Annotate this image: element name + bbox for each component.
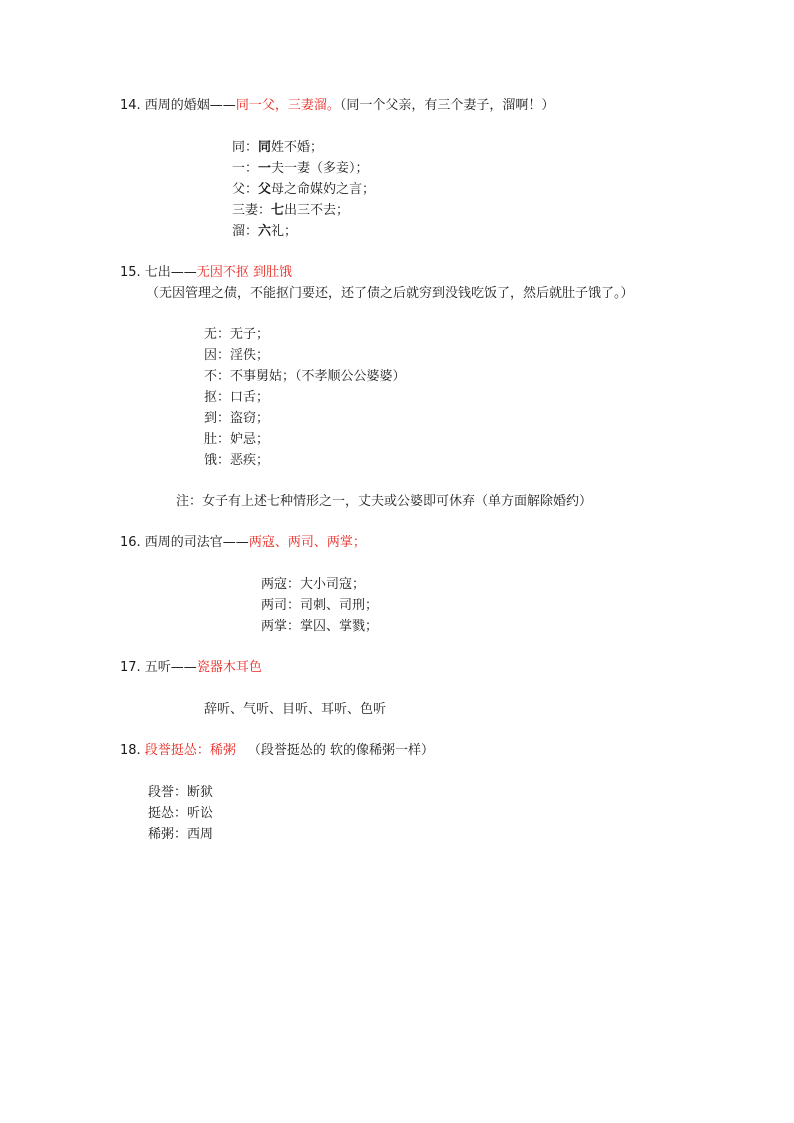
section-15-item: 到：盗窃；: [204, 411, 270, 426]
section-14-mnemonic: 同一父，三妻溜。: [235, 98, 340, 113]
section-15-item: 因：淫佚；: [204, 348, 270, 363]
item-key: 父：: [232, 182, 259, 197]
section-15-title: [120, 264, 292, 282]
section-15-note: 注：女子有上述七种情形之一，丈夫或公婆即可休弃（单方面解除婚约）: [176, 494, 593, 509]
section-17-content: 辞听、气听、目听、耳听、色听: [204, 702, 387, 717]
section-14-item: [232, 139, 323, 157]
section-17-mnemonic: 瓷器木耳色: [196, 660, 262, 675]
item-bold: 一: [258, 161, 272, 176]
item-rest: 夫一妻（多妾）；: [271, 161, 369, 176]
section-17-label: 17. 五听——: [120, 660, 197, 675]
item-key: 三妻：: [232, 203, 272, 218]
section-15-item: 抠：口舌；: [204, 390, 270, 405]
item-bold: 六: [258, 224, 272, 239]
section-16-label: 16. 西周的司法官——: [120, 535, 249, 550]
section-15-label: 15. 七出——: [120, 265, 197, 280]
section-16-item: 两司：司刺、司刑；: [261, 598, 379, 613]
section-18-item: 稀粥：西周: [148, 827, 214, 842]
section-14-item: [232, 181, 375, 199]
section-14-item: [232, 223, 297, 241]
section-15-item: 不：不事舅姑；（不孝顺公公婆婆）: [204, 369, 406, 384]
section-15-item: 肚：妒忌；: [204, 432, 270, 447]
section-16-mnemonic: 两寇、两司、两掌；: [248, 535, 366, 550]
item-key: 同：: [232, 140, 259, 155]
section-16-item: 两寇：大小司寇；: [261, 577, 366, 592]
section-14-item: [232, 202, 349, 220]
section-16-title: [120, 534, 366, 552]
item-rest: 母之命媒妁之言；: [271, 182, 376, 197]
section-16-item: 两掌：掌囚、掌戮；: [261, 619, 379, 634]
item-rest: 礼；: [271, 224, 298, 239]
section-15-mnemonic: 无因不抠 到肚饿: [196, 265, 292, 280]
section-18-mnemonic: 段誉挺怂：稀粥: [144, 743, 236, 758]
section-18-explanation: （段誉挺怂的 软的像稀粥一样）: [247, 743, 434, 758]
item-key: 溜：: [232, 224, 259, 239]
section-14-title: [120, 97, 554, 115]
item-bold: 父: [258, 182, 272, 197]
item-bold: 同: [258, 140, 272, 155]
section-17-title: [120, 659, 262, 677]
section-15-item: 饿：恶疾；: [204, 453, 270, 468]
section-18-title: [120, 742, 434, 760]
item-rest: 出三不去；: [284, 203, 350, 218]
section-14-item: [232, 160, 369, 178]
section-18-label: 18.: [120, 743, 145, 758]
section-14-label: 14. 西周的婚姻——: [120, 98, 236, 113]
item-rest: 姓不婚；: [271, 140, 324, 155]
section-18-item: 挺怂：听讼: [148, 806, 214, 821]
item-bold: 七: [271, 203, 285, 218]
section-14-explanation: （同一个父亲，有三个妻子，溜啊！）: [339, 98, 555, 113]
section-15-item: 无：无子；: [204, 327, 270, 342]
section-18-item: 段誉：断狱: [148, 785, 214, 800]
item-key: 一：: [232, 161, 259, 176]
section-15-subtitle: （无因管理之债，不能抠门要还，还了债之后就穷到没钱吃饭了，然后就肚子饿了。）: [146, 286, 634, 301]
